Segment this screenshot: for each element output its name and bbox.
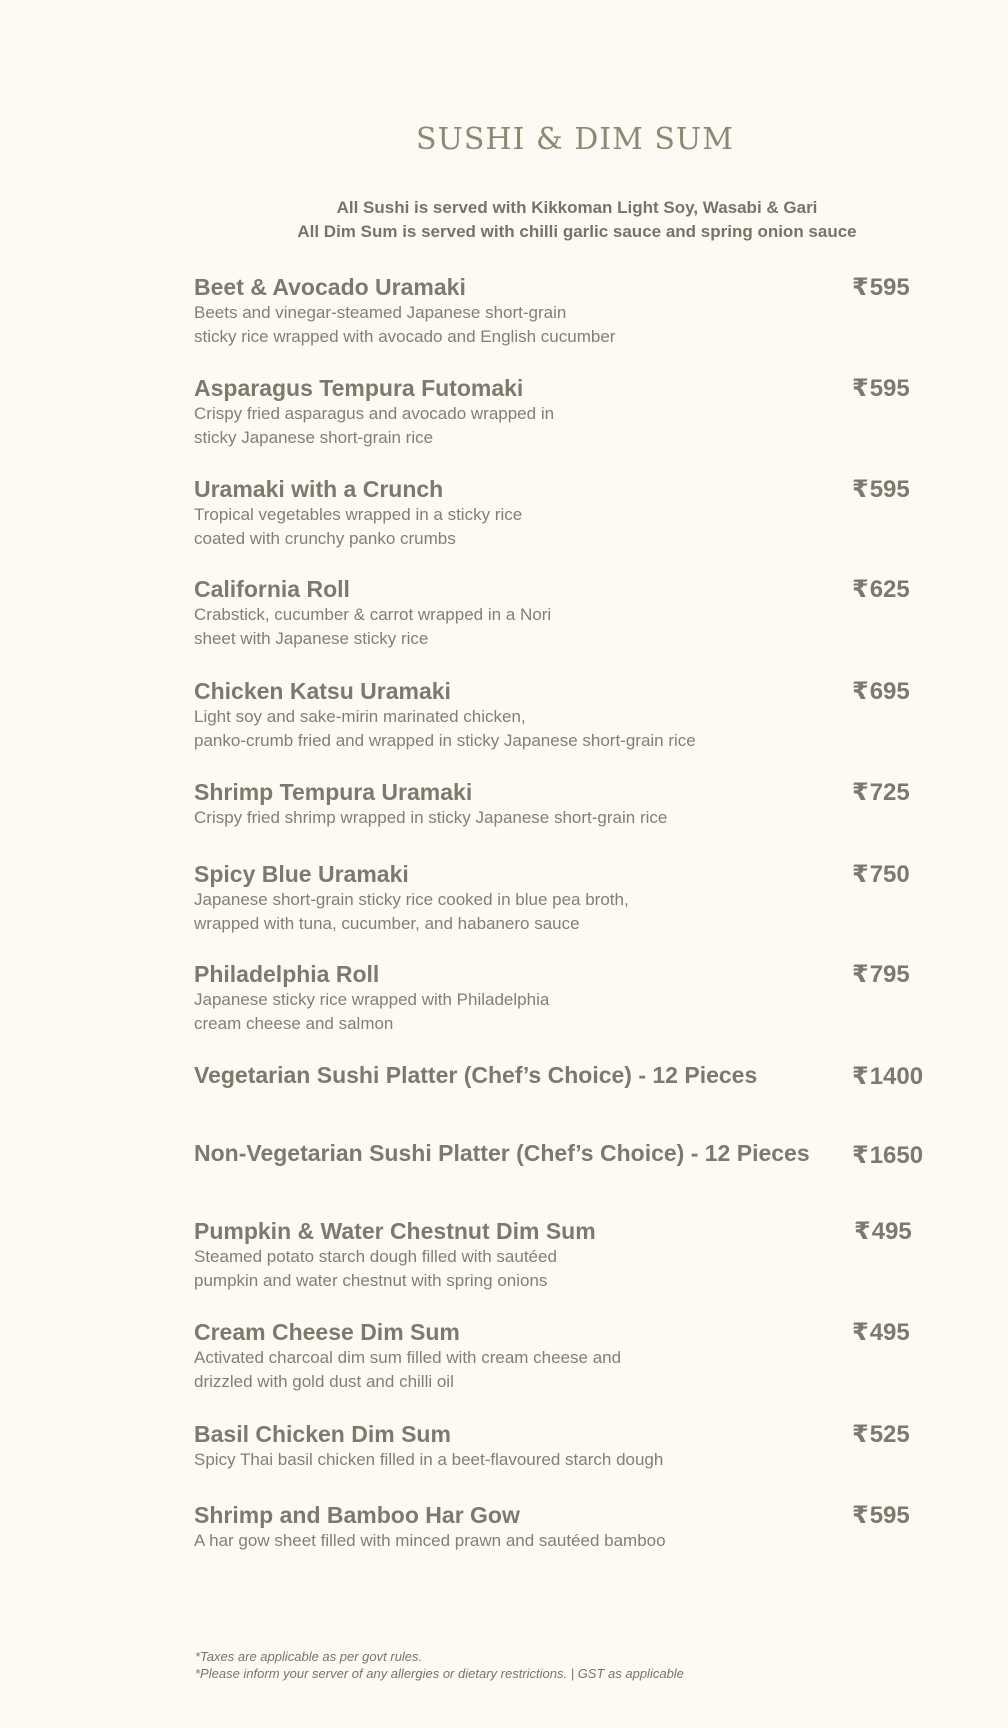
item-description: Light soy and sake-mirin marinated chicken, panko-crumb fried and wrapped in sticky Japanese short-grain rice	[194, 707, 696, 750]
price-value: 625	[869, 576, 910, 603]
menu-item	[194, 1139, 934, 1167]
menu-item	[194, 677, 934, 753]
item-name: Cream Cheese Dim Sum	[194, 1319, 460, 1345]
item-price	[852, 1141, 923, 1170]
item-name: Non-Vegetarian Sushi Platter (Chef’s Choice) - 12 Pieces	[194, 1140, 810, 1166]
page-title: SUSHI & DIM SUM	[416, 122, 734, 157]
sushi-serving-note: All Sushi is served with Kikkoman Light Soy, Wasabi & Gari	[336, 198, 818, 217]
dim-sum-serving-note: All Dim Sum is served with chilli garlic sauce and spring onion sauce	[297, 222, 857, 241]
allergy-gst-note: *Please inform your server of any allergies or dietary restrictions. | GST as applicable	[195, 1666, 684, 1681]
price-value: 750	[869, 861, 910, 888]
item-description: Tropical vegetables wrapped in a sticky rice coated with crunchy panko crumbs	[194, 505, 523, 548]
menu-item	[194, 1061, 934, 1089]
menu-item	[194, 374, 934, 450]
rupee-symbol: ₹	[852, 860, 869, 888]
menu-item	[194, 1501, 934, 1553]
item-description: Japanese short-grain sticky rice cooked in blue pea broth, wrapped with tuna, cucumber, and habanero sauce	[194, 890, 629, 933]
price-value: 595	[869, 476, 910, 503]
item-name: Chicken Katsu Uramaki	[194, 678, 451, 704]
item-price	[854, 1217, 912, 1246]
price-value: 1650	[869, 1142, 924, 1169]
item-name: Philadelphia Roll	[194, 961, 380, 987]
item-name: Shrimp and Bamboo Har Gow	[194, 1502, 520, 1528]
item-name: California Roll	[194, 576, 350, 602]
menu-item	[194, 575, 934, 651]
rupee-symbol: ₹	[852, 475, 869, 503]
item-price	[852, 1318, 910, 1347]
rupee-symbol: ₹	[852, 1062, 869, 1090]
item-price	[852, 475, 910, 504]
menu-item	[194, 273, 934, 349]
price-value: 1400	[869, 1063, 924, 1090]
item-name: Vegetarian Sushi Platter (Chef’s Choice) - 12 Pieces	[194, 1062, 758, 1088]
item-description: Crispy fried shrimp wrapped in sticky Japanese short-grain rice	[194, 808, 668, 827]
item-price	[852, 374, 910, 403]
item-price	[852, 1501, 910, 1530]
rupee-symbol: ₹	[852, 1501, 869, 1529]
item-description: Crabstick, cucumber & carrot wrapped in a Nori sheet with Japanese sticky rice	[194, 605, 552, 648]
item-price	[852, 960, 910, 989]
rupee-symbol: ₹	[852, 1141, 869, 1169]
rupee-symbol: ₹	[852, 677, 869, 705]
rupee-symbol: ₹	[852, 273, 869, 301]
item-name: Basil Chicken Dim Sum	[194, 1421, 451, 1447]
item-name: Pumpkin & Water Chestnut Dim Sum	[194, 1218, 596, 1244]
menu-item	[194, 1420, 934, 1472]
menu-item	[194, 860, 934, 936]
item-name: Asparagus Tempura Futomaki	[194, 375, 524, 401]
item-description: Crispy fried asparagus and avocado wrapped in sticky Japanese short-grain rice	[194, 404, 555, 447]
item-price	[852, 778, 910, 807]
rupee-symbol: ₹	[852, 374, 869, 402]
rupee-symbol: ₹	[854, 1217, 871, 1245]
price-value: 595	[869, 1502, 910, 1529]
rupee-symbol: ₹	[852, 1318, 869, 1346]
price-value: 695	[869, 678, 910, 705]
rupee-symbol: ₹	[852, 1420, 869, 1448]
item-name: Spicy Blue Uramaki	[194, 861, 409, 887]
menu-item	[194, 1217, 934, 1293]
item-price	[852, 677, 910, 706]
tax-note: *Taxes are applicable as per govt rules.	[195, 1649, 423, 1664]
menu-item	[194, 960, 934, 1036]
item-description: A har gow sheet filled with minced prawn and sautéed bamboo	[194, 1531, 666, 1550]
item-price	[852, 575, 910, 604]
item-description: Spicy Thai basil chicken filled in a beet-flavoured starch dough	[194, 1450, 664, 1469]
rupee-symbol: ₹	[852, 960, 869, 988]
menu-item	[194, 778, 934, 830]
item-name: Shrimp Tempura Uramaki	[194, 779, 473, 805]
price-value: 725	[869, 779, 910, 806]
item-description: Beets and vinegar-steamed Japanese short-grain sticky rice wrapped with avocado and English cucumber	[194, 303, 616, 346]
item-description: Steamed potato starch dough filled with sautéed pumpkin and water chestnut with spring onions	[194, 1247, 557, 1290]
menu-item	[194, 1318, 934, 1394]
rupee-symbol: ₹	[852, 778, 869, 806]
item-name: Uramaki with a Crunch	[194, 476, 444, 502]
price-value: 525	[869, 1421, 910, 1448]
price-value: 595	[869, 274, 910, 301]
item-name: Beet & Avocado Uramaki	[194, 274, 466, 300]
item-price	[852, 860, 910, 889]
item-price	[852, 273, 910, 302]
price-value: 795	[869, 961, 910, 988]
item-price	[852, 1420, 910, 1449]
item-description: Activated charcoal dim sum filled with cream cheese and drizzled with gold dust and chilli oil	[194, 1348, 622, 1391]
price-value: 495	[871, 1218, 912, 1245]
item-description: Japanese sticky rice wrapped with Philadelphia cream cheese and salmon	[194, 990, 550, 1033]
menu-item	[194, 475, 934, 551]
price-value: 595	[869, 375, 910, 402]
price-value: 495	[869, 1319, 910, 1346]
rupee-symbol: ₹	[852, 575, 869, 603]
item-price	[852, 1062, 923, 1091]
